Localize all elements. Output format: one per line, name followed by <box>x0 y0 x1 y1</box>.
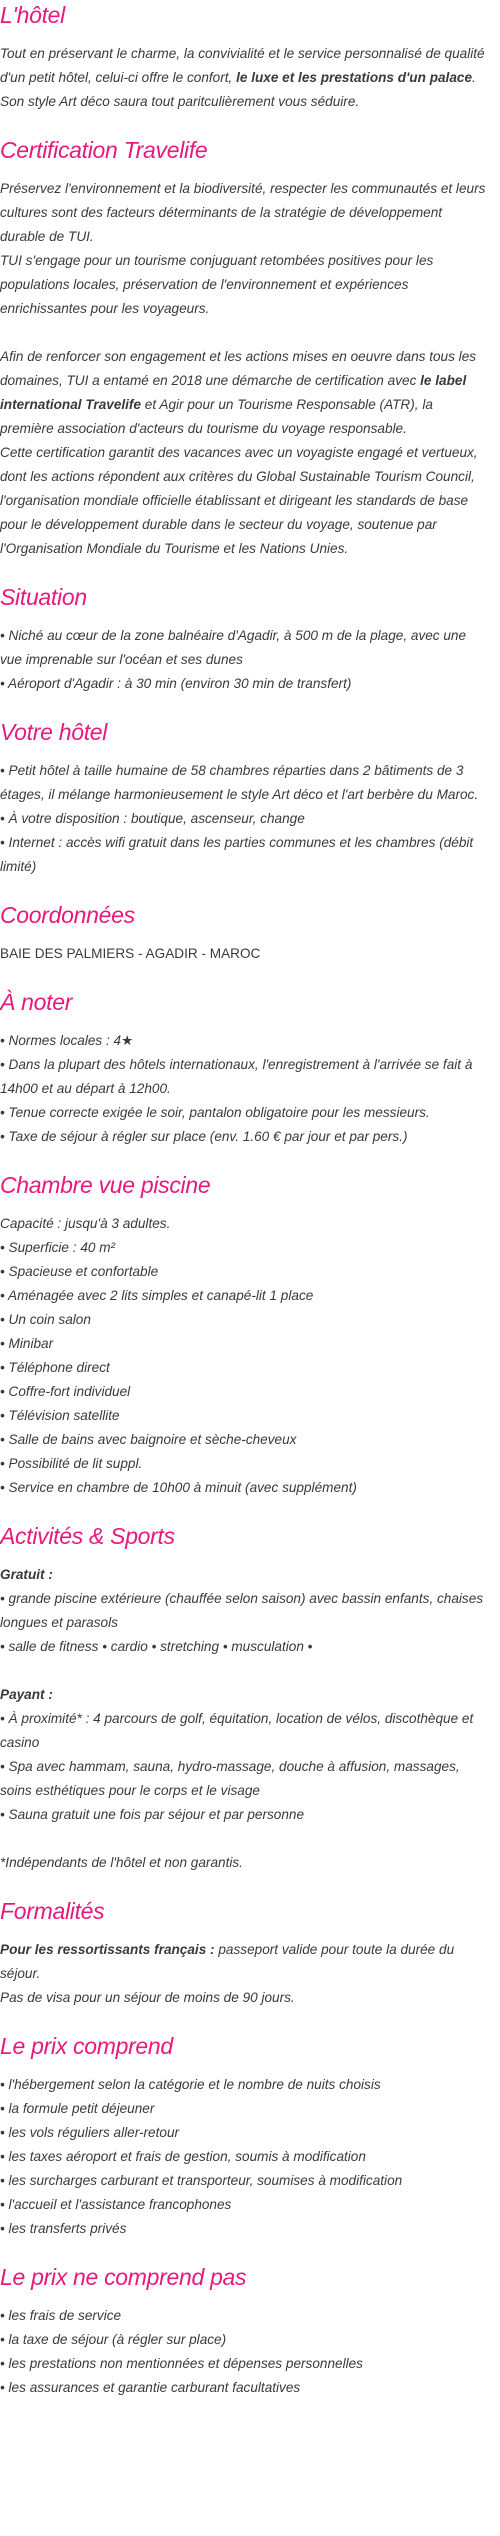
section-title-chambre: Chambre vue piscine <box>0 1172 211 1198</box>
section-coordonnees <box>0 900 490 966</box>
paid-label: Payant : <box>0 1687 53 1702</box>
list-item: • la formule petit déjeuner <box>0 2101 155 2116</box>
address: BAIE DES PALMIERS - AGADIR - MAROC <box>0 946 261 961</box>
section-chambre <box>0 1170 490 1500</box>
list-item: • Aéroport d'Agadir : à 30 min (environ 30 min de transfert) <box>0 676 352 691</box>
list-item: • grande piscine extérieure (chauffée selon saison) avec bassin enfants, chaises longues et parasols <box>0 1591 484 1630</box>
list-item: • Téléphone direct <box>0 1360 110 1375</box>
list-item: • Coffre-fort individuel <box>0 1384 131 1399</box>
list-item: • la taxe de séjour (à régler sur place) <box>0 2332 227 2347</box>
list-item: • Possibilité de lit suppl. <box>0 1456 143 1471</box>
travelife-paragraph-3: Afin de renforcer son engagement et les actions mises en oeuvre dans tous les domaines, TUI a entamé en 2018 une démarche de certification avec le label international Travelife et Agir pour un Tourisme Responsable (ATR), la première association d'acteurs du tourisme du voyage responsable. <box>0 349 477 436</box>
list-item: • Service en chambre de 10h00 à minuit (avec supplément) <box>0 1480 357 1495</box>
list-item: • les transferts privés <box>0 2221 127 2236</box>
section-formalites <box>0 1896 490 2010</box>
list-item: • Sauna gratuit une fois par séjour et par personne <box>0 1807 305 1822</box>
list-item: • Spacieuse et confortable <box>0 1264 159 1279</box>
travelife-paragraph-1: Préservez l'environnement et la biodiversité, respecter les communautés et leurs cultures sont des facteurs déterminants de la stratégie de développement durable de TUI. <box>0 181 486 244</box>
list-item: • Petit hôtel à taille humaine de 58 chambres réparties dans 2 bâtiments de 3 étages, il mélange harmonieusement le style Art déco et l'art berbère du Maroc. <box>0 763 479 802</box>
section-travelife <box>0 135 490 561</box>
list-item: • Spa avec hammam, sauna, hydro-massage, douche à affusion, massages, soins esthétiques pour le corps et le visage <box>0 1759 460 1798</box>
section-title-hotel: L'hôtel <box>0 2 65 28</box>
section-prix-ne-comprend <box>0 2262 490 2400</box>
list-item: • salle de fitness • cardio • stretching • musculation • <box>0 1639 313 1654</box>
list-item: • les prestations non mentionnées et dépenses personnelles <box>0 2356 363 2371</box>
list-item: • Internet : accès wifi gratuit dans les parties communes et les chambres (débit limité) <box>0 835 474 874</box>
list-item: • les vols réguliers aller-retour <box>0 2125 180 2140</box>
list-item: • Un coin salon <box>0 1312 91 1327</box>
list-item: • Normes locales : 4★ <box>0 1033 134 1048</box>
section-prix-comprend <box>0 2031 490 2241</box>
section-hotel <box>0 0 490 114</box>
list-item: • Télévision satellite <box>0 1408 120 1423</box>
list-item: • Superficie : 40 m² <box>0 1240 116 1255</box>
section-title-a-noter: À noter <box>0 989 73 1015</box>
list-item: • À proximité* : 4 parcours de golf, équitation, location de vélos, discothèque et casino <box>0 1711 474 1750</box>
section-activites <box>0 1521 490 1875</box>
free-label: Gratuit : <box>0 1567 53 1582</box>
section-title-prix-ne-comprend: Le prix ne comprend pas <box>0 2264 247 2290</box>
travelife-paragraph-4: Cette certification garantit des vacances avec un voyagiste engagé et vertueux, dont les actions répondent aux critères du Global Sustainable Tourism Council, l'organisation mondiale officielle établissant et dirigeant les standards de base pour le développement durable dans le secteur du voyage, soutenue par l'Organisation Mondiale du Tourisme et les Nations Unies. <box>0 445 478 556</box>
list-item: • Minibar <box>0 1336 54 1351</box>
section-title-coordonnees: Coordonnées <box>0 902 135 928</box>
list-item: • les assurances et garantie carburant facultatives <box>0 2380 301 2395</box>
section-situation <box>0 582 490 696</box>
section-a-noter <box>0 987 490 1149</box>
list-item: • l'hébergement selon la catégorie et le nombre de nuits choisis <box>0 2077 381 2092</box>
list-item: Capacité : jusqu'à 3 adultes. <box>0 1216 171 1231</box>
section-title-votre-hotel: Votre hôtel <box>0 719 108 745</box>
section-title-formalites: Formalités <box>0 1898 105 1924</box>
list-item: • l'accueil et l'assistance francophones <box>0 2197 232 2212</box>
list-item: • Salle de bains avec baignoire et sèche-cheveux <box>0 1432 297 1447</box>
travelife-paragraph-2: TUI s'engage pour un tourisme conjuguant retombées positives pour les populations locales, préservation de l'environnement et expériences enrichissantes pour les voyageurs. <box>0 253 434 316</box>
list-item: • les surcharges carburant et transporteur, soumises à modification <box>0 2173 403 2188</box>
formalites-visa: Pas de visa pour un séjour de moins de 90 jours. <box>0 1990 295 2005</box>
footnote: *Indépendants de l'hôtel et non garantis. <box>0 1855 243 1870</box>
section-votre-hotel <box>0 717 490 879</box>
list-item: • Taxe de séjour à régler sur place (env. 1.60 € par jour et par pers.) <box>0 1129 408 1144</box>
section-title-prix-comprend: Le prix comprend <box>0 2033 173 2059</box>
list-item: • Dans la plupart des hôtels internationaux, l'enregistrement à l'arrivée se fait à 14h00 et au départ à 12h00. <box>0 1057 473 1096</box>
list-item: • les frais de service <box>0 2308 122 2323</box>
section-title-travelife: Certification Travelife <box>0 137 208 163</box>
formalites-text: Pour les ressortissants français : passeport valide pour toute la durée du séjour. <box>0 1942 455 1981</box>
list-item: • les taxes aéroport et frais de gestion, soumis à modification <box>0 2149 366 2164</box>
list-item: • À votre disposition : boutique, ascenseur, change <box>0 811 305 826</box>
list-item: • Aménagée avec 2 lits simples et canapé-lit 1 place <box>0 1288 314 1303</box>
section-title-situation: Situation <box>0 584 87 610</box>
list-item: • Tenue correcte exigée le soir, pantalon obligatoire pour les messieurs. <box>0 1105 430 1120</box>
list-item: • Niché au cœur de la zone balnéaire d'Agadir, à 500 m de la plage, avec une vue imprenable sur l'océan et ses dunes <box>0 628 467 667</box>
hotel-intro: Tout en préservant le charme, la convivialité et le service personnalisé de qualité d'un petit hôtel, celui-ci offre le confort, le luxe et les prestations d'un palace. Son style Art déco saura tout paritculièrement vous séduire. <box>0 46 485 109</box>
section-title-activites: Activités & Sports <box>0 1523 175 1549</box>
